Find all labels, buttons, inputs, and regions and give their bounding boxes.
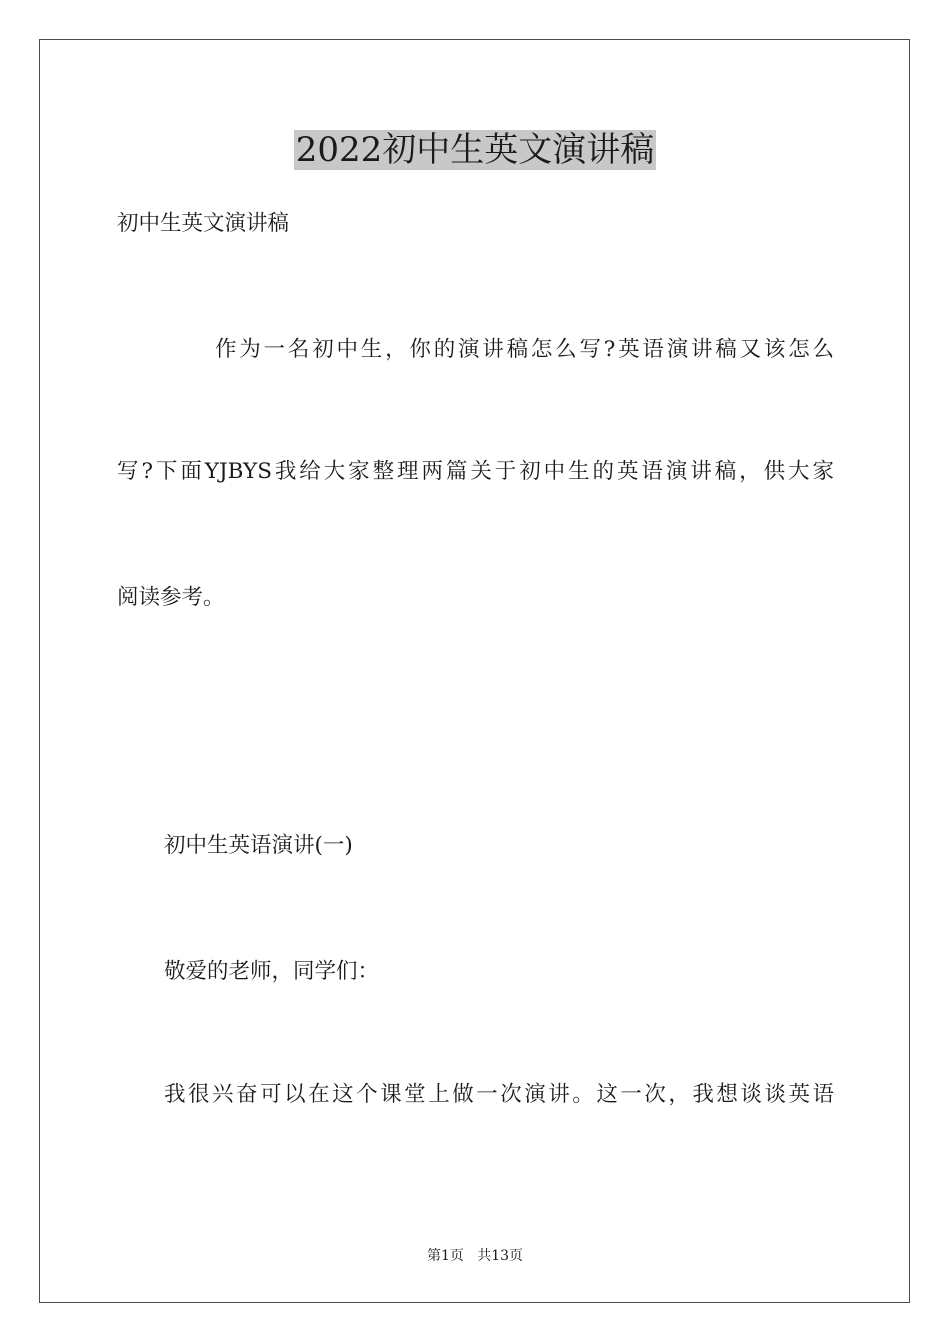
page-footer: 第1页 共13页 xyxy=(426,1248,524,1264)
speech-body-line: 我很兴奋可以在这个课堂上做一次演讲。这一次，我想谈谈英语 xyxy=(164,1082,834,1107)
intro-paragraph-line-1: 作为一名初中生，你的演讲稿怎么写?英语演讲稿又该怎么 xyxy=(215,337,834,362)
intro-paragraph-line-2: 写?下面YJBYS我给大家整理两篇关于初中生的英语演讲稿，供大家 xyxy=(117,459,834,484)
speech-greeting: 敬爱的老师，同学们： xyxy=(164,959,380,984)
section-heading: 初中生英语演讲(一) xyxy=(164,833,353,858)
intro-paragraph-line-3: 阅读参考。 xyxy=(117,585,225,610)
document-subtitle: 初中生英文演讲稿 xyxy=(117,211,290,236)
document-title xyxy=(0,128,950,172)
document-title-text: 2022初中生英文演讲稿 xyxy=(295,130,655,170)
